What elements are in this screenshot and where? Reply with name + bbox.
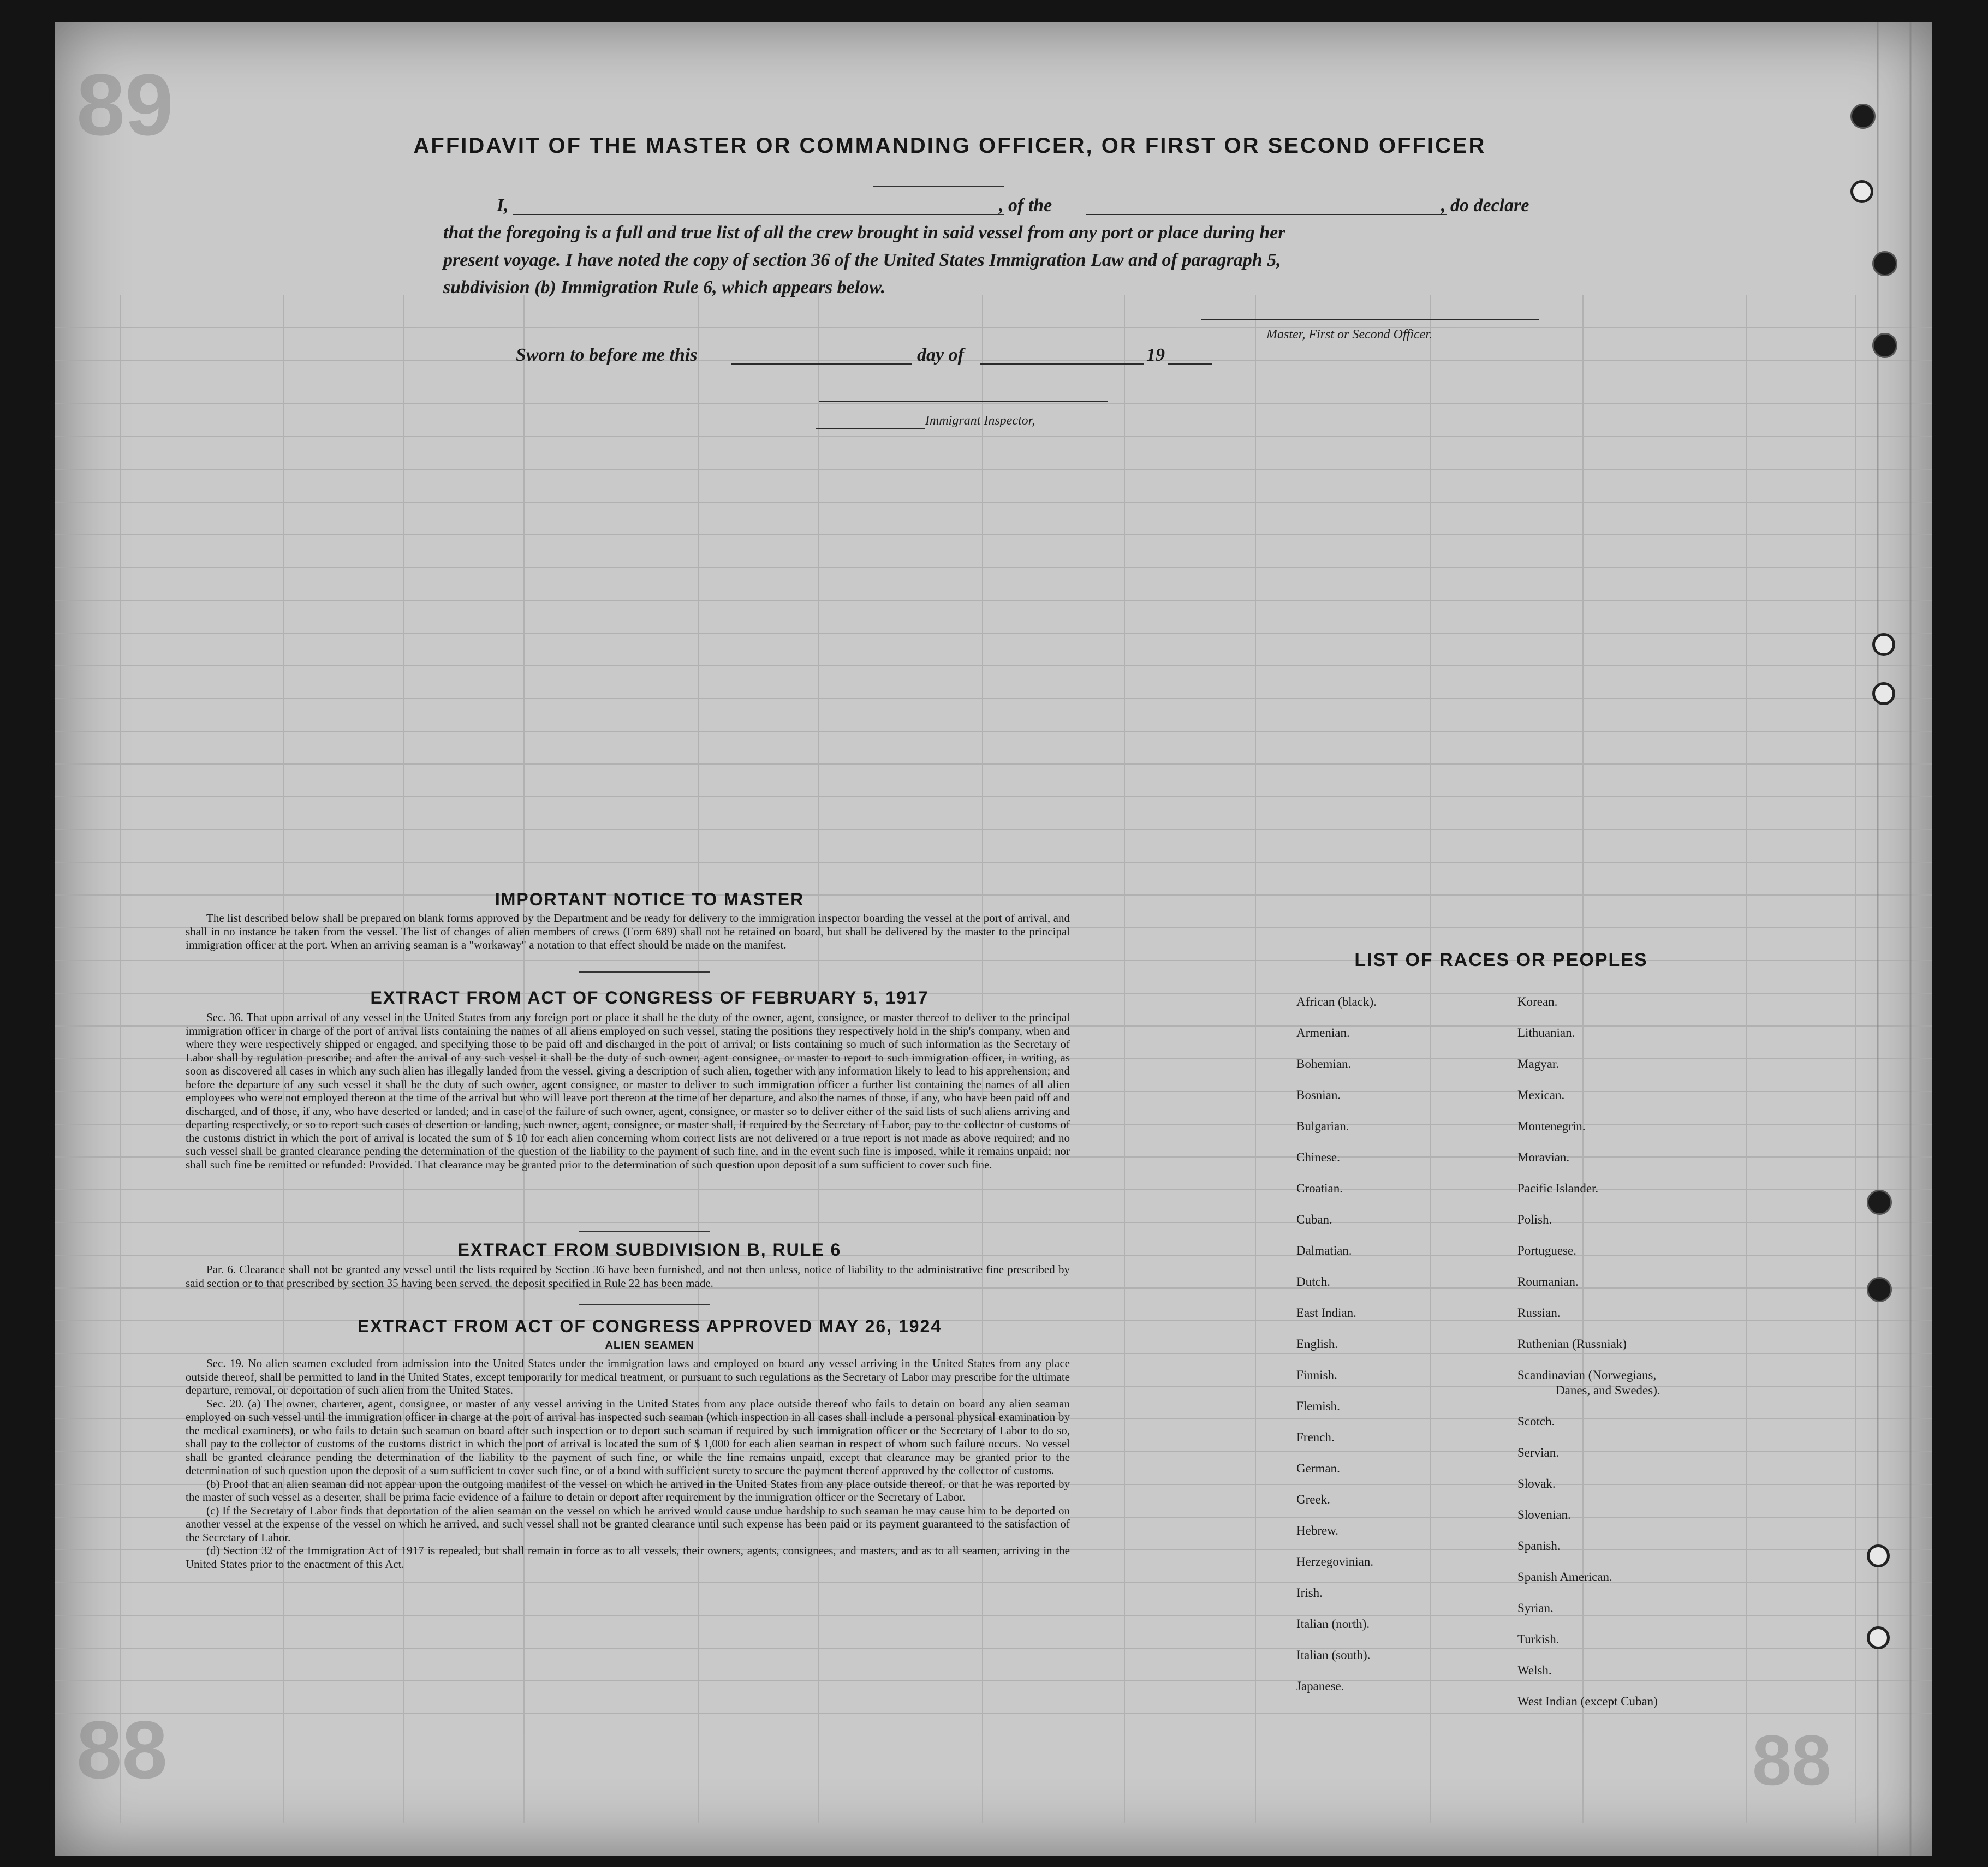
- sworn-year-line[interactable]: [1168, 363, 1212, 365]
- race-item: Danes, and Swedes).: [1556, 1383, 1660, 1397]
- race-item: Lithuanian.: [1517, 1026, 1575, 1040]
- race-item: Japanese.: [1296, 1679, 1344, 1693]
- race-item: Spanish.: [1517, 1539, 1561, 1553]
- bleed-through-number: 88: [1752, 1720, 1831, 1800]
- races-title: LIST OF RACES OR PEOPLES: [1354, 950, 1648, 970]
- race-item: Pacific Islander.: [1517, 1182, 1599, 1195]
- race-item: Bosnian.: [1296, 1088, 1341, 1102]
- divider: [579, 971, 710, 973]
- race-item: Dutch.: [1296, 1275, 1330, 1289]
- master-signature-line[interactable]: [1201, 319, 1539, 320]
- extract-rule6-paragraph: Par. 6. Clearance shall not be granted any vessel until the lists required by Section 36 have been furnished, and not then unless, notice of liability to the administrative fine prescribed by said section or to that prescribed by section 35 having been served. the deposit specified in Rule 22 has been made.: [186, 1263, 1070, 1290]
- race-item: Greek.: [1296, 1493, 1330, 1506]
- vessel-field-line[interactable]: [1086, 214, 1447, 215]
- race-item: Mexican.: [1517, 1088, 1565, 1102]
- divider: [579, 1304, 710, 1305]
- race-item: Bohemian.: [1296, 1057, 1352, 1071]
- race-item: Welsh.: [1517, 1663, 1552, 1677]
- name-field-line[interactable]: [513, 214, 1004, 215]
- notice-text: [186, 911, 1070, 952]
- extract-1924-sec20a: Sec. 20. (a) The owner, charterer, agent, consignee, or master of any vessel arriving in the United States from any place outside thereof who fails to detain on board any alien seaman employed on such vessel until the immigration officer in charge at the port of arrival has inspected such seaman (which inspection in all cases shall include a personal physical examination by the medical examiners), or who fails to detain such seaman on board after such inspection or to deport such seaman if required by such immigration officer or the Secretary of Labor to do so, shall pay to the collector of customs of the customs district in which the port of arrival is located the sum of $ 1,000 for each alien seaman in respect of whom such failure occurs. No vessel shall be granted clearance pending the determination of the liability to the payment of such fine, or while the fine remains unpaid, except that clearance may be granted prior to the determination of such question upon the deposit of a sum sufficient to cover such fine, or of a bond with sufficient surety to secure the payment thereof approved by the collector of customs.: [186, 1397, 1070, 1477]
- race-item: English.: [1296, 1337, 1338, 1351]
- extract-1924-sec20d: (d) Section 32 of the Immigration Act of 1917 is repealed, but shall remain in force as to all vessels, their owners, agents, consignees, and masters, and as to all seamen, arriving in the United States prior to the enactment of this Act.: [186, 1544, 1070, 1571]
- declaration-do-declare-label: , do declare: [1441, 195, 1529, 216]
- extract-1924-sec19: Sec. 19. No alien seamen excluded from admission into the United States under the immigration laws and employed on board any vessel arriving in the United States from any place outside thereof, shall be permitted to land in the United States, except temporarily for medical treatment, or pursuant to such regulations as the Secretary of Labor may prescribe for the ultimate departure, removal, or deportation of such alien from the United States.: [186, 1357, 1070, 1397]
- extract-1917-paragraph: Sec. 36. That upon arrival of any vessel in the United States from any foreign port or place it shall be the duty of the owner, agent, consignee, or master thereof to deliver to the principal immigration officer in charge of the port of arrival lists containing the names of all aliens employed on such vessel, stating the positions they respectively hold in the ship's company, when and where they were respectively shipped or engaged, and specifying those to be paid off and discharged in the port of arrival; or lists containing so much of such information as the Secretary of Labor shall by regulation prescribe; and after the arrival of any such vessel it shall be the duty of such owner, agent consignee, or master to report to such immigration officer, in writing, as soon as discovered all cases in which any such alien has illegally landed from the vessel, giving a description of such alien, together with any information likely to lead to his apprehension; and before the departure of any such vessel it shall be the duty of such owner, agent consignee, or master to deliver to such immigration officer a further list containing the names of all alien employees who were not employed thereon at the time of the arrival but who will leave port thereon at the time of her departure, and also the names of those, if any, who have been paid off and discharged, and of those, if any, who have deserted or landed; and in case of the failure of such owner, agent, consignee, or master so to deliver either of the said lists of such aliens arriving and departing respectively, or so to report such cases of desertion or landing, such owner, agent, consignee, or master shall, if required by the Secretary of Labor, pay to the collector of customs of the customs district in which the port of arrival is located the sum of $ 10 for each alien concerning whom correct lists are not delivered or a true report is not made as above required; and no such vessel shall be granted clearance pending the determination of the question of the liability to the payment of such fine, and in the event such fine is imposed, while it remains unpaid; nor shall such fine be remitted or refunded: Provided. That clearance may be granted prior to the determination of such question upon deposit of a sum sufficient to cover such fine.: [186, 1011, 1070, 1171]
- extract-rule6-text: [186, 1263, 1070, 1290]
- race-item: West Indian (except Cuban): [1517, 1695, 1658, 1708]
- race-item: Portuguese.: [1517, 1244, 1576, 1257]
- inspector-line-lower: [816, 428, 925, 429]
- race-item: Cuban.: [1296, 1213, 1332, 1226]
- extract-1924-subtitle: ALIEN SEAMEN: [605, 1339, 694, 1351]
- race-item: Flemish.: [1296, 1399, 1340, 1413]
- inspector-label: Immigrant Inspector,: [925, 414, 1035, 428]
- extract-rule6-title: EXTRACT FROM SUBDIVISION B, RULE 6: [457, 1240, 842, 1260]
- extract-1917-title: EXTRACT FROM ACT OF CONGRESS OF FEBRUARY 5, 1917: [370, 988, 929, 1007]
- year-label: 19: [1146, 345, 1165, 365]
- race-item: Roumanian.: [1517, 1275, 1579, 1289]
- declaration-line-2: present voyage. I have noted the copy of section 36 of the United States Immigration Law and of paragraph 5,: [443, 250, 1281, 270]
- race-item: Italian (south).: [1296, 1648, 1371, 1662]
- race-item: Chinese.: [1296, 1150, 1340, 1164]
- race-item: Herzegovinian.: [1296, 1555, 1374, 1568]
- declaration-of-the-label: , of the: [999, 195, 1052, 216]
- sworn-month-line[interactable]: [980, 363, 1144, 365]
- race-item: Turkish.: [1517, 1632, 1560, 1646]
- affidavit-title: AFFIDAVIT OF THE MASTER OR COMMANDING OFFICER, OR FIRST OR SECOND OFFICER: [413, 134, 1486, 158]
- declaration-line-1: that the foregoing is a full and true list of all the crew brought in said vessel from any port or place during her: [443, 223, 1285, 243]
- bleed-through-number: 88: [76, 1704, 168, 1796]
- race-item: Montenegrin.: [1517, 1119, 1586, 1133]
- race-item: Finnish.: [1296, 1368, 1337, 1382]
- race-item: German.: [1296, 1462, 1340, 1475]
- notice-paragraph: The list described below shall be prepared on blank forms approved by the Department and be ready for delivery to the immigration inspector boarding the vessel at the port of arrival, and shall in no instance be taken from the vessel. The list of changes of alien members of crews (Form 689) shall not be retained on board, but shall be delivered by the master to the principal immigration officer at the port. When an arriving seaman is a "workaway" a notation to that effect should be made on the manifest.: [186, 911, 1070, 951]
- race-item: Servian.: [1517, 1446, 1560, 1459]
- race-item: Russian.: [1517, 1306, 1561, 1320]
- sworn-day-line[interactable]: [731, 363, 912, 365]
- race-item: Syrian.: [1517, 1601, 1554, 1615]
- race-item: Irish.: [1296, 1586, 1323, 1600]
- day-of-label: day of: [917, 345, 964, 365]
- sworn-label: Sworn to before me this: [516, 345, 698, 365]
- race-item: Magyar.: [1517, 1057, 1560, 1071]
- race-item: Slovak.: [1517, 1477, 1556, 1490]
- race-item: Croatian.: [1296, 1182, 1343, 1195]
- race-item: Spanish American.: [1517, 1570, 1612, 1584]
- master-signature-label: Master, First or Second Officer.: [1266, 327, 1432, 342]
- race-item: East Indian.: [1296, 1306, 1356, 1320]
- race-item: Korean.: [1517, 995, 1558, 1009]
- race-item: Slovenian.: [1517, 1508, 1571, 1522]
- extract-1917-text: [186, 1011, 1070, 1171]
- manifest-page: [55, 22, 1932, 1856]
- declaration-i-label: I,: [497, 195, 509, 216]
- divider: [873, 186, 1004, 187]
- race-item: Dalmatian.: [1296, 1244, 1352, 1257]
- race-item: Scotch.: [1517, 1415, 1555, 1428]
- notice-title: IMPORTANT NOTICE TO MASTER: [495, 890, 805, 909]
- declaration-line-3: subdivision (b) Immigration Rule 6, which appears below.: [443, 277, 886, 297]
- extract-1924-sec20b: (b) Proof that an alien seaman did not appear upon the outgoing manifest of the vessel on which he arrived in the United States from any place outside thereof, or that he was reported by the master of such vessel as a deserter, shall be prima facie evidence of a failure to detain or deport after requirement by the immigration officer or the Secretary of Labor.: [186, 1477, 1070, 1504]
- extract-1924-title: EXTRACT FROM ACT OF CONGRESS APPROVED MAY 26, 1924: [357, 1316, 942, 1336]
- inspector-signature-line[interactable]: [819, 401, 1108, 402]
- race-item: Polish.: [1517, 1213, 1552, 1226]
- race-item: Bulgarian.: [1296, 1119, 1349, 1133]
- extract-1924-text: [186, 1357, 1070, 1571]
- race-item: African (black).: [1296, 995, 1377, 1009]
- bleed-through-number: 89: [76, 56, 174, 153]
- race-item: Armenian.: [1296, 1026, 1350, 1040]
- race-item: Hebrew.: [1296, 1524, 1339, 1537]
- divider: [579, 1231, 710, 1232]
- race-item: Moravian.: [1517, 1150, 1570, 1164]
- race-item: Scandinavian (Norwegians,: [1517, 1368, 1657, 1382]
- race-item: French.: [1296, 1430, 1335, 1444]
- race-item: Ruthenian (Russniak): [1517, 1337, 1627, 1351]
- race-item: Italian (north).: [1296, 1617, 1370, 1631]
- extract-1924-sec20c: (c) If the Secretary of Labor finds that deportation of the alien seaman on the vessel on which he arrived would cause undue hardship to such seaman he may cause him to be deported on another vessel at the expense of the vessel on which he arrived, and such vessel shall not be granted clearance until such expense has been paid or its payment guaranteed to the satisfaction of the Secretary of Labor.: [186, 1504, 1070, 1544]
